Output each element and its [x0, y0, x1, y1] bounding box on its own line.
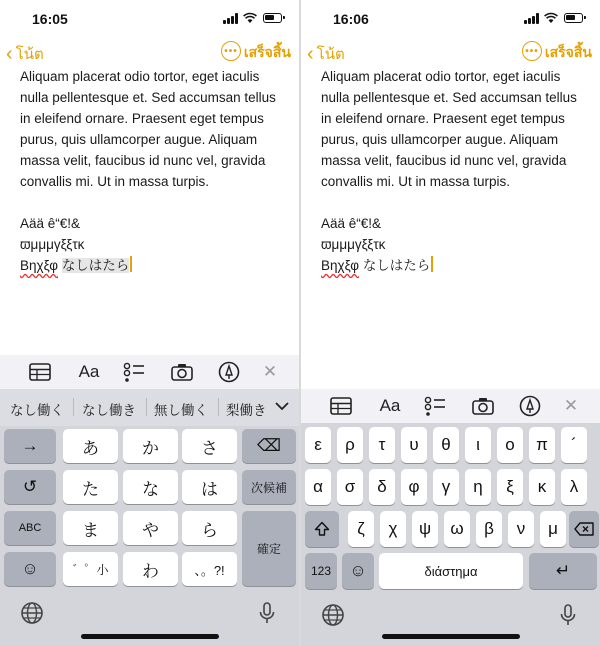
delete-key[interactable] [569, 511, 599, 547]
right-screen [301, 0, 600, 646]
microphone-icon[interactable] [556, 603, 580, 627]
battery-icon [263, 13, 282, 23]
home-indicator [382, 634, 520, 639]
camera-icon[interactable] [171, 361, 193, 383]
shift-icon [314, 521, 330, 537]
return-key[interactable]: ↵ [529, 553, 597, 589]
key-kana[interactable]: あ [63, 429, 118, 463]
key-letter[interactable]: β [476, 511, 502, 547]
format-text-button[interactable]: Aa [78, 362, 100, 381]
status-bar [0, 10, 299, 30]
note-line: convallis mi. Ut in massa turpis. [20, 174, 210, 189]
key-kana[interactable]: ら [182, 511, 237, 545]
key-letter[interactable]: α [305, 469, 331, 505]
emoji-icon: ☺ [349, 561, 367, 580]
text-cursor [130, 256, 132, 272]
backspace-icon [574, 522, 594, 536]
key-next-candidate[interactable]: 次候補 [242, 470, 296, 504]
key-letter[interactable]: ν [508, 511, 534, 547]
home-indicator [81, 634, 219, 639]
note-line: Aää ê“€!& [20, 216, 81, 231]
signal-icon [524, 13, 540, 24]
note-line: nulla pellentesque et. Sed accumsan tellus [20, 90, 276, 105]
note-line: convallis mi. Ut in massa turpis. [321, 174, 511, 189]
note-line: in eleifend ornare. Praesent eget tempus [20, 111, 264, 126]
key-letter[interactable]: λ [561, 469, 587, 505]
done-button[interactable]: เสร็จสิ้น [243, 44, 291, 60]
format-text-button[interactable]: Aa [379, 396, 401, 415]
key-letter[interactable]: η [465, 469, 491, 505]
japanese-kana-keyboard [0, 426, 299, 646]
key-letter[interactable]: θ [433, 427, 459, 463]
globe-icon[interactable] [321, 603, 345, 627]
key-letter[interactable]: μ [540, 511, 566, 547]
left-screen [0, 0, 299, 646]
format-toolbar [301, 389, 600, 423]
markup-pen-icon[interactable] [218, 361, 240, 383]
key-letter[interactable]: φ [401, 469, 427, 505]
misspelled-word: Bηχξφ [321, 258, 360, 273]
battery-icon [564, 13, 583, 23]
key-letter[interactable]: ω [444, 511, 470, 547]
note-line: Aliquam placerat odio tortor, eget iaculis [20, 69, 260, 84]
note-body[interactable] [20, 66, 290, 276]
key-letter[interactable]: χ [380, 511, 406, 547]
key-kana[interactable]: な [123, 470, 178, 504]
key-kana[interactable]: や [123, 511, 178, 545]
camera-icon[interactable] [472, 395, 494, 417]
format-toolbar [0, 355, 299, 389]
key-confirm[interactable]: 確定 [242, 511, 296, 586]
key-letter[interactable]: ξ [497, 469, 523, 505]
note-line: ϖμμμγξξτκ [321, 237, 386, 252]
key-letter[interactable]: ρ [337, 427, 363, 463]
note-line-composing [20, 255, 290, 276]
emoji-key[interactable] [342, 553, 374, 589]
note-line: nulla pellentesque et. Sed accumsan tellus [321, 90, 577, 105]
key-kana[interactable]: さ [182, 429, 237, 463]
key-letter[interactable]: υ [401, 427, 427, 463]
checklist-icon[interactable] [424, 395, 446, 417]
key-abc[interactable]: ABC [4, 511, 56, 545]
status-time: 16:06 [333, 11, 369, 27]
candidate-item[interactable]: 梨働き [226, 403, 267, 418]
back-button[interactable] [307, 42, 345, 66]
table-icon[interactable] [330, 395, 352, 417]
back-label: โน้ต [316, 46, 345, 63]
key-letter[interactable]: ε [305, 427, 331, 463]
note-line: massa velit, faucibus id nunc vel, gravida [321, 153, 567, 168]
key-arrow[interactable]: → [4, 429, 56, 463]
note-line: massa velit, faucibus id nunc vel, gravida [20, 153, 266, 168]
note-body[interactable] [321, 66, 591, 276]
status-bar [301, 10, 600, 30]
key-undo[interactable]: ↺ [4, 470, 56, 504]
note-line: Aliquam placerat odio tortor, eget iaculis [321, 69, 561, 84]
nav-bar [301, 40, 600, 66]
key-letter[interactable]: γ [433, 469, 459, 505]
key-kana[interactable]: か [123, 429, 178, 463]
key-accent[interactable]: ´ [561, 427, 587, 463]
key-emoji[interactable]: ☺ [4, 552, 56, 586]
key-punctuation[interactable]: 、。?! [182, 552, 237, 586]
key-letter[interactable]: ο [497, 427, 523, 463]
key-letter[interactable]: τ [369, 427, 395, 463]
back-button[interactable] [6, 42, 44, 66]
text-cursor [431, 256, 433, 272]
chevron-left-icon: ‹ [6, 43, 13, 65]
note-line: ϖμμμγξξτκ [20, 237, 85, 252]
shift-key[interactable] [305, 511, 339, 547]
key-letter[interactable]: ψ [412, 511, 438, 547]
note-line: purus, quis ullamcorper augue. Aliquam [321, 132, 559, 147]
greek-keyboard [301, 423, 600, 646]
key-dakuten[interactable]: ゛゜小 [63, 552, 118, 586]
key-letter[interactable]: ι [465, 427, 491, 463]
key-kana[interactable]: ま [63, 511, 118, 545]
wifi-icon [544, 12, 558, 24]
wifi-icon [243, 12, 257, 24]
key-letter[interactable]: σ [337, 469, 363, 505]
note-line: purus, quis ullamcorper augue. Aliquam [20, 132, 258, 147]
key-kana[interactable]: は [182, 470, 237, 504]
key-letter[interactable]: δ [369, 469, 395, 505]
marked-text: なしはたら [61, 258, 130, 273]
key-letter[interactable]: κ [529, 469, 555, 505]
checklist-icon[interactable] [123, 361, 145, 383]
note-line: Aää ê“€!& [321, 216, 382, 231]
committed-text: なしはたら [362, 258, 431, 273]
chevron-down-icon[interactable] [275, 401, 289, 411]
done-button[interactable]: เสร็จสิ้น [544, 44, 592, 60]
signal-icon [223, 13, 239, 24]
close-toolbar-icon[interactable]: ✕ [262, 362, 278, 381]
chevron-left-icon: ‹ [307, 43, 314, 65]
note-line: in eleifend ornare. Praesent eget tempus [321, 111, 565, 126]
more-icon[interactable]: ••• [221, 41, 241, 61]
candidate-item[interactable]: なし働き [82, 403, 136, 418]
key-kana[interactable]: わ [123, 552, 178, 586]
space-key[interactable]: διάστημα [379, 553, 523, 589]
candidate-item[interactable]: 無し働く [154, 403, 208, 418]
status-time: 16:05 [32, 11, 68, 27]
misspelled-word: Bηχξφ [20, 258, 59, 273]
close-toolbar-icon[interactable]: ✕ [563, 396, 579, 415]
table-icon[interactable] [29, 361, 51, 383]
candidate-item[interactable]: なし働く [10, 403, 64, 418]
note-line-committed [321, 255, 591, 276]
key-kana[interactable]: た [63, 470, 118, 504]
markup-pen-icon[interactable] [519, 395, 541, 417]
key-delete[interactable]: ⌫ [242, 429, 296, 463]
microphone-icon[interactable] [255, 601, 279, 625]
candidate-bar [0, 389, 299, 426]
nav-bar [0, 40, 299, 66]
key-letter[interactable]: π [529, 427, 555, 463]
back-label: โน้ต [15, 46, 44, 63]
numbers-key[interactable]: 123 [305, 553, 337, 589]
globe-icon[interactable] [20, 601, 44, 625]
key-letter[interactable]: ζ [348, 511, 374, 547]
more-icon[interactable]: ••• [522, 41, 542, 61]
